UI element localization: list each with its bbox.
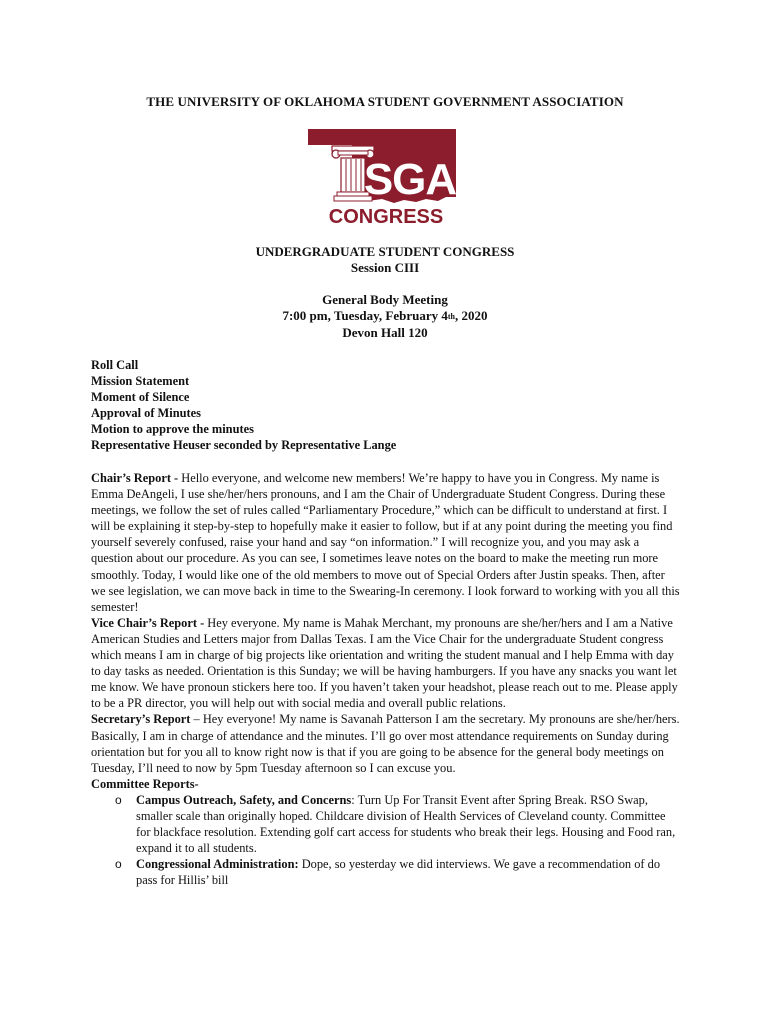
vice-chair-report-label: Vice Chair’s Report - <box>91 615 208 630</box>
meeting-info <box>0 292 770 341</box>
agenda-item: Motion to approve the minutes <box>91 422 254 437</box>
vice-chair-report-text: Hey everyone. My name is Mahak Merchant, my pronouns are she/her/hers and I am a Native American Studies and Letters major from Dallas Texas. I am the Vice Chair for the undergraduate Student congress which means I am in charge of big projects like orientation and writing the student manual and I help Emma with day to day tasks as needed. Orientation is this Sunday; we will be having hamburgers. If you have any snacks you want let me know. We have pronoun stickers here too. If you haven’t taken your headshot, please reach out to me. Please apply to be a PR director, you will help out with social media and overall public relations. <box>91 615 678 711</box>
committee-separator: : <box>351 792 358 807</box>
datetime-ordinal: th <box>447 312 456 321</box>
logo-sga-text: SGA <box>363 155 457 204</box>
chair-report <box>91 470 681 615</box>
organization-title: THE UNIVERSITY OF OKLAHOMA STUDENT GOVERNMENT ASSOCIATION <box>146 94 624 109</box>
committee-list <box>91 792 681 889</box>
logo-congress-text: CONGRESS <box>328 206 444 227</box>
committee-text: Turn Up For Transit Event after Spring Break. RSO Swap, smaller scale than originally hoped. Childcare division of Health Services of Cleveland county. Committee for blackface resolution. Extending golf cart access for students who break their legs. Housing and Food ran, expand it to all students. <box>136 792 676 856</box>
secretary-report-label: Secretary’s Report <box>91 712 191 727</box>
agenda-item: Roll Call <box>91 358 139 372</box>
committee-item <box>91 856 681 888</box>
secretary-report <box>91 711 681 775</box>
bullet-icon: o <box>115 857 122 872</box>
congress-heading <box>0 244 770 276</box>
committee-reports-heading: Committee Reports- <box>91 776 199 791</box>
committee-name: Campus Outreach, Safety, and Concerns <box>136 792 352 807</box>
agenda-item: Mission Statement <box>91 374 190 389</box>
agenda-item: Representative Heuser seconded by Representative Lange <box>91 438 397 453</box>
datetime-year: , 2020 <box>455 308 488 323</box>
agenda-item: Approval of Minutes <box>91 406 201 421</box>
committee-text: Dope, so yesterday we did interviews. We gave a recommendation of do pass for Hillis’ bill <box>136 857 661 888</box>
agenda-list <box>91 357 681 454</box>
meeting-datetime <box>0 308 770 325</box>
congress-name: UNDERGRADUATE STUDENT CONGRESS <box>255 244 515 259</box>
sga-congress-logo <box>306 127 464 227</box>
agenda-item: Moment of Silence <box>91 390 190 405</box>
reports-section <box>91 470 681 888</box>
session-number: Session CIII <box>350 260 420 275</box>
vice-chair-report <box>91 615 681 712</box>
datetime-main: 7:00 pm, Tuesday, February 4 <box>282 308 448 323</box>
committee-name: Congressional Administration: <box>136 857 299 872</box>
bullet-icon: o <box>115 792 122 807</box>
committee-item <box>91 792 681 856</box>
chair-report-text: Hello everyone, and welcome new members! We’re happy to have you in Congress. My name is Emma DeAngeli, I use she/her/hers pronouns, and I am the Chair of Undergraduate Student Congress. During these meetings, we follow the set of rules called “Parliamentary Procedure,” which can be difficult to understand at first. I will be explaining it step-by-step to hopefully make it easier to follow, but if at any point during the meeting you find yourself severely confused, raise your hand and say “on information.” I will recognize you, and you may ask a question about our procedure. As you can see, I sometimes leave notes on the board to make the meeting run more smoothly. Today, I would like one of the old members to move out of Special Orders after Justin speaks. Then, after we see legislation, we can move back in time to the Swearing-In ceremony. I look forward to working with you all this semester! <box>91 471 680 614</box>
meeting-location: Devon Hall 120 <box>342 325 428 340</box>
chair-report-label: Chair’s Report - <box>91 471 182 485</box>
meeting-type: General Body Meeting <box>322 292 448 307</box>
secretary-report-text: – Hey everyone! My name is Savanah Patterson I am the secretary. My pronouns are she/her/hers. Basically, I am in charge of attendance and the minutes. I’ll go over most attendance requirements on Sunday during orientation but for you all to know right now is that if you are going to be absence for the general body meetings on Tuesday, I’ll need to now by 5pm Tuesday afternoon so I can excuse you. <box>91 712 680 775</box>
